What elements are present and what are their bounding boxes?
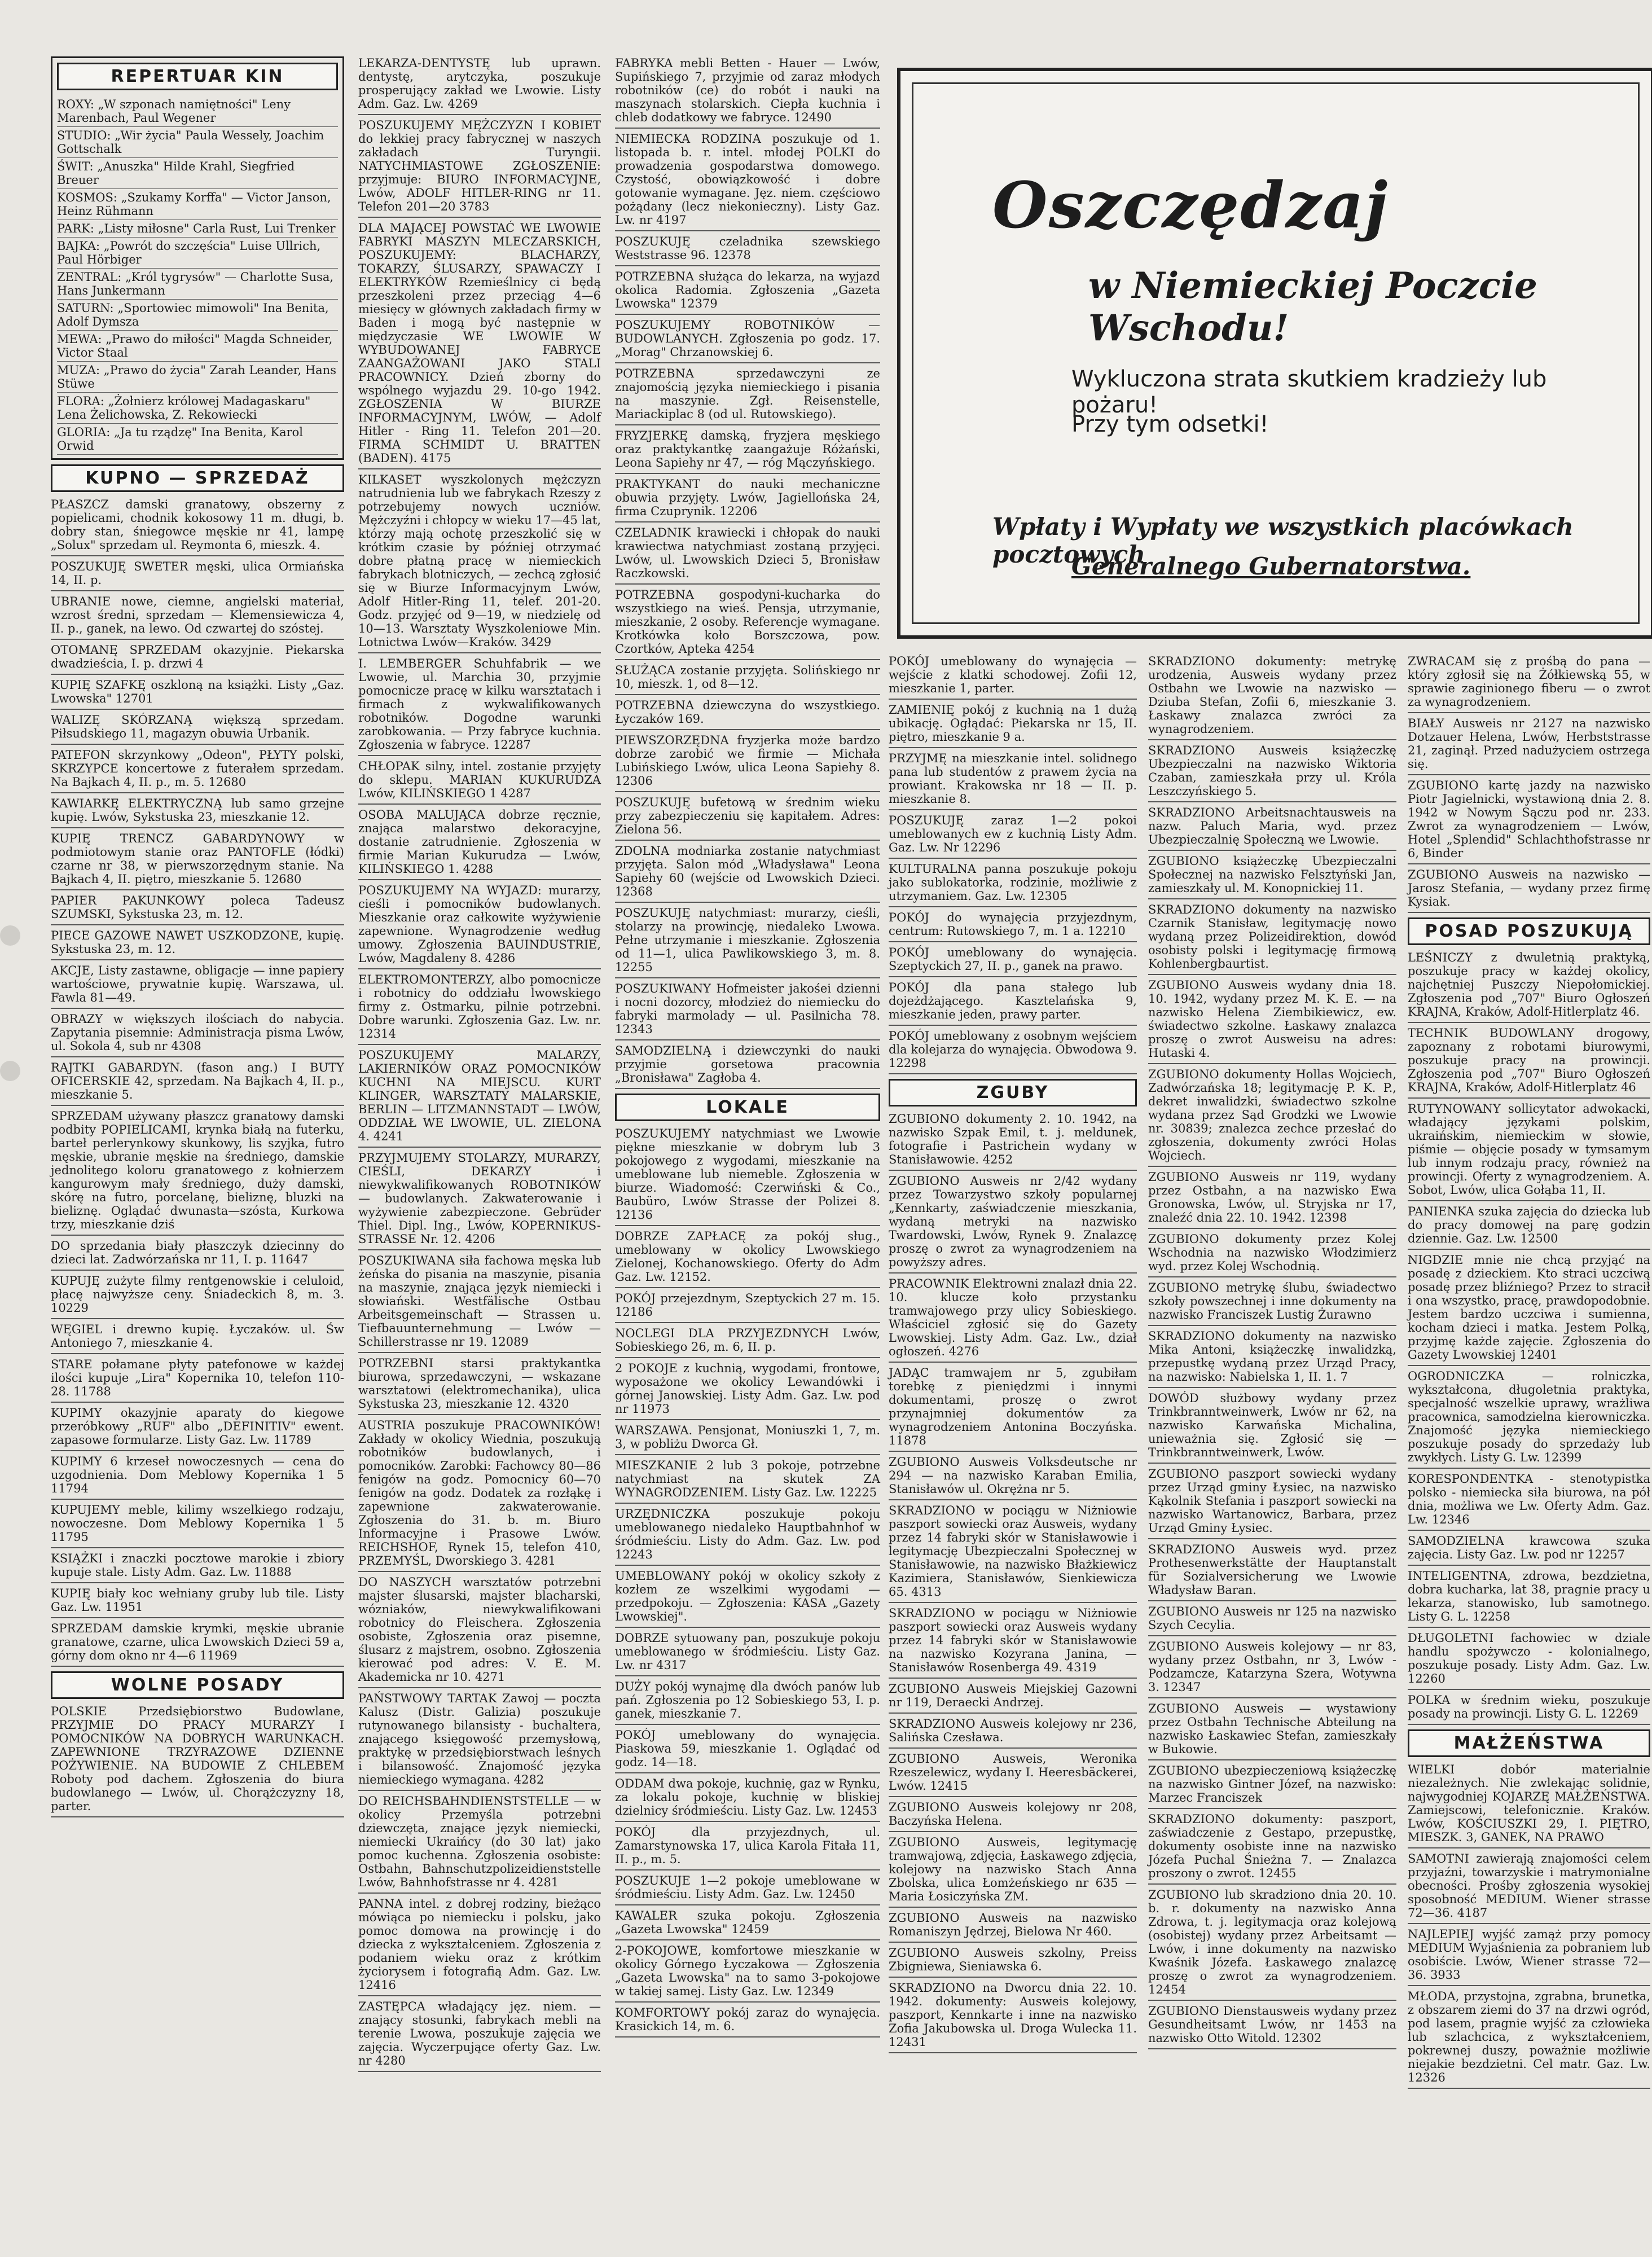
classified-ad: ZGUBIONO Ausweis Miejskiej Gazowni nr 119, Deraecki Andrzej. — [889, 1682, 1137, 1714]
section-title-zguby: ZGUBY — [889, 1079, 1137, 1106]
classified-ad: ZGUBIONO Ausweis — wystawiony przez Ostbahn Technische Abteilung na nazwisko Łaskawiec Stefan, zamieszkały w Bukowie. — [1148, 1702, 1396, 1760]
classified-ad: FABRYKA mebli Betten - Hauer — Lwów, Supińskiego 7, przyjmie od zaraz młodych robotników (ce) do robót i nauki na maszynach stolarskich. Ciepła kuchnia i chleb dodatkowy we fabryce. 12490 — [615, 56, 880, 129]
column-1 — [51, 56, 344, 1821]
banner-title: Oszczędzaj — [992, 169, 1389, 243]
banner-footer-1: Wpłaty i Wypłaty we wszystkich placówkach pocztowych — [992, 513, 1574, 568]
classified-ad: URZĘDNICZKA poszukuje pokoju umeblowanego niedaleko Hauptbahnhof w śródmieściu. Listy do Adm. Gaz. Lw. pod 12243 — [615, 1507, 880, 1566]
section-title-malzenstwa: MAŁŻEŃSTWA — [1408, 1729, 1650, 1757]
classified-ad: PIEWSZORZĘDNA fryzjerka może bardzo dobrze zarobić we firmie — Michała Lubińskiego Lwów, ulica Leona Sapiehy 8. 12306 — [615, 734, 880, 792]
section-title-lokale: LOKALE — [615, 1094, 880, 1121]
classified-ad: POSZUKUJEMY ROBOTNIKÓW — BUDOWLANYCH. Zgłoszenia po godz. 17. „Morag" Chrzanowskiej 6. — [615, 318, 880, 363]
section-title-repertuar: REPERTUAR KIN — [57, 63, 338, 90]
classified-ad: KAWIARKĘ ELEKTRYCZNĄ lub samo grzejne kupię. Lwów, Sykstuska 23, mieszkanie 12. — [51, 797, 344, 828]
classified-ad: DOBRZE sytuowany pan, poszukuje pokoju umeblowanego w śródmieściu. Listy Gaz. Lw. nr 4317 — [615, 1631, 880, 1676]
cinema-listing: SATURN: „Sportowiec mimowoli" Ina Benita, Adolf Dymsza — [57, 300, 338, 331]
malzenstwa-ads — [1408, 1763, 1650, 2089]
classified-ad: ZGUBIONO Ausweis, Weronika Rzeszelewicz, wydany I. Heeresbäckerei, Lwów. 12415 — [889, 1752, 1137, 1797]
classified-ad: DUŻY pokój wynajmę dla dwóch panów lub pań. Zgłoszenia po 12 Sobieskiego 53, I. p. ganek, mieszkanie 7. — [615, 1680, 880, 1725]
classified-ad: INTELIGENTNA, zdrowa, bezdzietna, dobra kucharka, lat 38, pragnie pracy u lekarza, stanowisko, lub samotnego. Listy G. L. 12258 — [1408, 1569, 1650, 1628]
classified-ad: POSZUKUJĘ natychmiast: murarzy, cieśli, stolarzy na prowincję, niedaleko Lwowa. Pełne utrzymanie i mieszkanie. Zgłoszenia od 11—1, ulica Pawlikowskiego 3, m. 8. 12255 — [615, 906, 880, 978]
classified-ad: KULTURALNA panna poszukuje pokoju jako sublokatorka, rodzinie, możliwie z utrzymaniem. Gaz. Lw. 12305 — [889, 862, 1137, 907]
classified-ad: OBRAZY w większych ilościach do nabycia. Zapytania pisemnie: Administracja pisma Lwów, ul. Sokola 4, sub nr 4308 — [51, 1012, 344, 1057]
classified-ad: POSZUKUJEMY NA WYJAZD: murarzy, cieśli i pomocników budowlanych. Mieszkanie oraz całkowite wyżywienie zapewnione. Wynagrodzenie według umowy. Zgłoszenia BAUINDUSTRIE, Lwów, Magdaleny 8. 4286 — [358, 884, 601, 969]
classified-ad: WALIZĘ SKÓRZANĄ większą sprzedam. Piłsudskiego 11, magazyn obuwia Urbanik. — [51, 713, 344, 745]
classified-ad: POSZUKUJEMY MALARZY, LAKIERNIKÓW ORAZ POMOCNIKÓW KUCHNI NA MIEJSCU. KURT KLINGER, WARSZTATY MALARSKIE, BERLIN — LITZMANNSTADT — LWÓW, ODDZIAŁ WE LWOWIE, UL. ZIELONA 4. 4241 — [358, 1048, 601, 1148]
job-ads-2 — [615, 56, 880, 1089]
classified-ad: POKÓJ dla przyjezdnych, ul. Zamarstynowska 17, ulica Karola Fitała 11, II. p., m. 5. — [615, 1825, 880, 1870]
classified-ad: SKRADZIONO w pociągu w Niżniowie paszport sowiecki oraz Ausweis, wydany przez 14 fabryki skór w Stanisławowie i legitymację Ubezpieczalni Społecznej w Stanisławowie, na nazwisko Błażkiewicz Kazimiera, Stanisławów, Sienkiewicza 65. 4313 — [889, 1504, 1137, 1603]
classified-ad: ZAMIENIĘ pokój z kuchnią na 1 dużą ubikację. Ogłądać: Piekarska nr 15, II. piętro, mieszkanie 9 a. — [889, 703, 1137, 748]
classified-ad: NIGDZIE mnie nie chcą przyjąć na posadę z dzieckiem. Kto straci uczciwą posadę przez bliźniego? Przez to stracił i ona wszystko, pracę, prawdopodobnie. Jestem bardzo uczciwa i sumienna, kocham dzieci i matka. Jestem Polką, przyjmę każde zajęcie. Zgłoszenia do Gazety Lwowskiej 12401 — [1408, 1253, 1650, 1366]
classified-ad: KORESPONDENTKA - stenotypistka polsko - niemiecka siła biurowa, na pół dnia, możliwa we Lw. Oferty Adm. Gaz. Lw. 12346 — [1408, 1472, 1650, 1531]
classified-ad: AUSTRIA poszukuje PRACOWNIKÓW! Zakłady w okolicy Wiednia, poszukują robotników budowlanych, i pomocników. Zarobki: Fachowcy 80—86 fenigów na godz. Pomocnicy 60—70 fenigów na godz. Dodatek za rozłąkę i zapewnione zakwaterowanie. Zgłoszenia do 31. b. m. Biuro Informacyjne i Prasowe Lwów. REICHSHOF, Rynek 15, telefon 410, PRZEMYŚL, Dworskiego 3. 4281 — [358, 1419, 601, 1572]
classified-ad: ZGUBIONO książeczkę Ubezpieczalni Społecznej na nazwisko Felsztyński Jan, zamieszkały ul. M. Konopnickiej 11. — [1148, 854, 1396, 899]
classified-ad: POKÓJ dla pana stałego lub dojeżdżającego. Kasztelańska 9, mieszkanie jeden, prawy parter. — [889, 981, 1137, 1026]
misc-ads — [1408, 655, 1650, 913]
classified-ad: SKRADZIONO dokumenty: paszport, zaświadczenie z Gestapo, przepustkę, dokumenty osobiste inne na nazwisko Józefa Puchal Śnieżna 7. — Znalazca proszony o zwrot. 12455 — [1148, 1812, 1396, 1885]
classified-ad: NAJLEPIEJ wyjść zamąż przy pomocy MEDIUM Wyjaśnienia za pobraniem lub osobiście. Lwów, Wiener strasse 72—36. 3933 — [1408, 1927, 1650, 1986]
posad-ads — [1408, 951, 1650, 1725]
repertuar-list — [57, 96, 338, 455]
classified-ad: KAWALER szuka pokoju. Zgłoszenia „Gazeta Lwowska" 12459 — [615, 1909, 880, 1940]
classified-ad: NOCLEGI DLA PRZYJEZDNYCH Lwów, Sobieskiego 26, m. 6, II. p. — [615, 1327, 880, 1358]
lokale-ads — [615, 1127, 880, 2038]
classified-ad: KUPUJĘ zużyte filmy rentgenowskie i celuloid, płacę najwyższe ceny. Śniadeckich 8, m. 3. 10229 — [51, 1274, 344, 1319]
zguby-ads — [1148, 655, 1396, 2049]
classified-ad: KUPIMY 6 krzeseł nowoczesnych — cena do uzgodnienia. Dom Meblowy Kopernika 1 5 11794 — [51, 1455, 344, 1500]
cinema-listing: BAJKA: „Powrót do szczęścia" Luise Ullrich, Paul Hörbiger — [57, 238, 338, 269]
repertuar-box — [51, 56, 344, 460]
classified-ad: ZGUBIONO lub skradziono dnia 20. 10. b. r. dokumenty na nazwisko Anna Zdrowa, t. j. legitymacja oraz kolejową (osobistej) wydany przez Arbeitsamt — Lwów, i inne dokumenty na nazwisko Kwaśnik Józefa. Łaskawego znalazcę proszę o zwrot za wynagrodzeniem. 12454 — [1148, 1888, 1396, 2001]
cinema-listing: GLORIA: „Ja tu rządzę" Ina Benita, Karol Orwid — [57, 424, 338, 455]
classified-ad: ZGUBIONO dokumenty 2. 10. 1942, na nazwisko Szpak Emil, t. j. meldunek, fotografie i Pastrichein wydany w Stanisławowie. 4252 — [889, 1112, 1137, 1171]
punch-hole — [0, 1061, 20, 1081]
classified-ad: ZGUBIONO Ausweis, legitymację tramwajową, zdjęcia, Łaskawego zdjęcia, kolejowy na nazwisko Stach Anna Zbolska, ulica Łomżeńskiego nr 635 — Maria Łosiczyńska ZM. — [889, 1836, 1137, 1908]
classified-ad: ZGUBIONO Ausweis kolejowy nr 208, Baczyńska Helena. — [889, 1801, 1137, 1832]
classified-ad: WIELKI dobór materialnie niezależnych. Nie zwlekając solidnie, najwygodniej KOJARZĘ MAŁŻEŃSTWA. Zamiejscowi, telefonicznie. Kraków. Lwów, KOŚCIUSZKI 29, I. PIĘTRO, MIESZK. 3, GANEK, NA PRAWO — [1408, 1763, 1650, 1848]
cinema-listing: PARK: „Listy miłosne" Carla Rust, Lui Trenker — [57, 220, 338, 238]
classified-ad: PANNA intel. z dobrej rodziny, bieżąco mówiąca po niemiecku i polsku, jako pomoc domowa na prowincję i do dziecka z wykształceniem. Zgłoszenia z podaniem wieku oraz z krótkim życiorysem i fotografią Adm. Gaz. Lw. 12416 — [358, 1897, 601, 1996]
lokale-zguby-ads — [889, 655, 1137, 2053]
classified-ad: KUPUJEMY meble, kilimy wszelkiego rodzaju, nowoczesne. Dom Meblowy Kopernika 1 5 11795 — [51, 1503, 344, 1548]
classified-ad: LEKARZA-DENTYSTĘ lub uprawn. dentystę, arytczyka, poszukuje prosperujący zakład we Lwowie. Listy Adm. Gaz. Lw. 4269 — [358, 56, 601, 115]
section-title-kupno: KUPNO — SPRZEDAŻ — [51, 464, 344, 492]
classified-ad: ZWRACAM się z prośbą do pana — który zgłosił się na Żółkiewską 55, w sprawie zaginionego fiberu — o zwrot za wynagrodzeniem. — [1408, 655, 1650, 713]
classified-ad: PATEFON skrzynkowy „Odeon", PŁYTY polski, SKRZYPCE koncertowe z futerałem sprzedam. Na Bajkach 4, II. p., m. 5. 12680 — [51, 748, 344, 793]
classified-ad: PIECE GAZOWE NAWET USZKODZONE, kupię. Sykstuska 23, m. 12. — [51, 929, 344, 960]
classified-ad: OGRODNICZKA — rolniczka, wykształcona, długoletnia praktyka, specjalność wszelkie uprawy, wrażliwa pracownica, samodzielna kierowniczka. Znajomość języka niemieckiego poszukuje posady do sprzedaży lub zwykłych. Listy G. Lw. 12399 — [1408, 1369, 1650, 1469]
classified-ad: ZASTĘPCA władający jęz. niem. — znający stosunki, fabrykach mebli na terenie Lwowa, poszukuje zajęcia we zajęcia. Wyczerpujące oferty Gaz. Lw. nr 4280 — [358, 2000, 601, 2072]
savings-advertisement — [897, 68, 1652, 639]
classified-ad: POSZUKUJĘ SWETER męski, ulica Ormiańska 14, II. p. — [51, 560, 344, 591]
classified-ad: POSZUKUJEMY MĘŻCZYZN I KOBIET do lekkiej pracy fabrycznej w naszych zakładach Turyngii. NATYCHMIASTOWE ZGŁOSZENIE: przyjmuje: BIURO INFORMACYJNE, Lwów, ADOLF HITLER-RING nr 11. Telefon 201—20 3783 — [358, 118, 601, 218]
classified-ad: DOBRZE ZAPŁACĘ za pokój sług., umeblowany w okolicy Lwowskiego Zielonej, Kochanowskiego. Oferty do Adm Gaz. Lw. 12152. — [615, 1230, 880, 1288]
cinema-listing: MUZA: „Prawo do życia" Zarah Leander, Hans Stüwe — [57, 362, 338, 393]
classified-ad: 2-POKOJOWE, komfortowe mieszkanie w okolicy Górnego Łyczakowa — Zgłoszenia „Gazeta Lwowska" na to samo 3-pokojowe w takiej samej. Listy Gaz. Lw. 12349 — [615, 1944, 880, 2003]
classified-ad: SKRADZIONO dokumenty na nazwisko Czarnik Stanisław, legitymację nowo wydaną przez Polizeidirektion, dowód osobisty polski i legitymację firmową Kohlenbergbaurtist. — [1148, 903, 1396, 975]
kupno-ads — [51, 498, 344, 1667]
classified-ad: POTRZEBNA służąca do lekarza, na wyjazd okolica Radomia. Zgłoszenia „Gazeta Lwowska" 12379 — [615, 270, 880, 315]
classified-ad: ZGUBIONO paszport sowiecki wydany przez Urząd gminy Łysiec, na nazwisko Kąkolnik Stefania i paszport sowiecki na nazwisko Wartanowicz, Barbara, przez Urząd Gminy Łysiec. — [1148, 1467, 1396, 1539]
classified-ad: DO REICHSBAHNDIENSTSTELLE — w okolicy Przemyśla potrzebni dziewczęta, znające język niemiecki, niemiecki Ukraińcy (do 30 lat) jako pomoc kuchenna. Zgłoszenia osobiste: Ostbahn, Bahnschutzpolizeidienststelle Lwów, Bahnhofstrasse nr 4. 4281 — [358, 1794, 601, 1894]
classified-ad: POTRZEBNA sprzedawczyni ze znajomością języka niemieckiego i pisania na maszynie. Zgł. Reisenstelle, Mariackiplac 8 (od ul. Rutowskiego). — [615, 367, 880, 425]
classified-ad: POSZUKUJĘ czeladnika szewskiego Weststrasse 96. 12378 — [615, 235, 880, 266]
banner-footer-2: Generalnego Gubernatorstwa. — [1071, 552, 1471, 580]
classified-ad: ZGUBIONO Ausweis szkolny, Preiss Zbigniewa, Sieniawska 6. — [889, 1946, 1137, 1978]
classified-ad: ZGUBIONO Ausweis wydany dnia 18. 10. 1942, wydany przez M. K. E. — na nazwisko Helena Ziembikiewicz, ew. świadectwo szkolne. Łaskawy znalazca proszę o zwrot Ausweisu na adres: Hutaski 4. — [1148, 978, 1396, 1064]
column-3 — [615, 56, 880, 2041]
classified-ad: POTRZEBNA dziewczyna do wszystkiego. Łyczaków 169. — [615, 699, 880, 730]
classified-ad: ZGUBIONO Ausweis kolejowy — nr 83, wydany przez Ostbahn, nr 3, Lwów - Podzamcze, Katarzyna Szera, Wotywna 3. 12347 — [1148, 1640, 1396, 1698]
classified-ad: POTRZEBNA gospodyni-kucharka do wszystkiego na wieś. Pensja, utrzymanie, mieszkanie, 2 osoby. Referencje wymagane. Krotkówka koło Borszczowa, pow. Czortków, Apteka 4254 — [615, 588, 880, 660]
classified-ad: KSIĄŻKI i znaczki pocztowe marokie i zbiory kupuje stale. Listy Adm. Gaz. Lw. 11888 — [51, 1552, 344, 1583]
classified-ad: DO NASZYCH warsztatów potrzebni majster ślusarski, majster blacharski, wózniaków, niewykwalifikowani robotnicy do Fleischera. Zgłoszenia osobiste, Zgłoszenia oraz pisemne, ślusarz z majstrem, osobno. Zgłoszenia kierować pod adres: V. E. M. Akademicka nr 10. 4271 — [358, 1575, 601, 1688]
classified-ad: POKÓJ przejezdnym, Szeptyckich 27 m. 15. 12186 — [615, 1292, 880, 1323]
classified-ad: ZGUBIONO Ausweis nr 2/42 wydany przez Towarzystwo szkoły popularnej „Kennkarty, zaświadczenie mieszkania, wydaną metryki na nazwisko Twardowski, Lwów, Rynek 9. Znalazcę proszę o zwrot za wynagrodzeniem na powyższy adres. — [889, 1174, 1137, 1274]
newspaper-page — [45, 56, 1650, 2223]
classified-ad: SKRADZIONO Arbeitsnachtausweis na nazw. Paluch Maria, wyd. przez Ubezpieczalnię Społeczną we Lwowie. — [1148, 806, 1396, 851]
classified-ad: I. LEMBERGER Schuhfabrik — we Lwowie, ul. Marchia 30, przyjmie pomocnicze pracę w kilku warsztatach i firmach z wykwalifikowanych robotników. Dogodne warunki zarobkowania. — Przy fabryce kuchnia. Zgłoszenia w fabryce. 12287 — [358, 657, 601, 756]
cinema-listing: STUDIO: „Wir życia" Paula Wessely, Joachim Gottschalk — [57, 127, 338, 158]
classified-ad: RUTYNOWANY sollicytator adwokacki, władający językami polskim, ukraińskim, niemieckim w słowie, piśmie — objęcie posady w tymsamym lub innym rodzaju pracy, również na prowincji. Oferty z wynagrodzeniem. A. Sobot, Lwów, ulica Gołąba 11, II. — [1408, 1102, 1650, 1201]
classified-ad: 2 POKOJE z kuchnią, wygodami, frontowe, wyposażone we okolicy Lewandówki i górnej Janowskiej. Listy Adm. Gaz. Lw. pod nr 11973 — [615, 1362, 880, 1420]
classified-ad: ZGUBIONO dokumenty Hollas Wojciech, Zadwórzańska 18; legitymację P. K. P., dekret inwalidzki, świadectwo szkolne wydana przez Sąd Grodzki we Lwowie nr. 30839; znalezca zechce przesłać do zgłoszenia, dokumenty zwróci Holas Wojciech. — [1148, 1068, 1396, 1167]
classified-ad: SAMODZIELNA krawcowa szuka zajęcia. Listy Gaz. Lw. pod nr 12257 — [1408, 1534, 1650, 1566]
classified-ad: SAMODZIELNĄ i dziewczynki do nauki przyjmie gorsetowa pracownia „Bronisława" Zagłoba 4. — [615, 1044, 880, 1089]
column-4 — [889, 655, 1137, 2057]
classified-ad: MŁODA, przystojna, zgrabna, brunetka, z obszarem ziemi do 37 na drzwi ogród, pod lasem, pragnie wyjść za człowieka lub szlachcica, z wykształceniem, pokrewnej duszy, poważnie możliwie niejakie bezdzietni. Cel matr. Gaz. Lw. 12326 — [1408, 1990, 1650, 2089]
classified-ad: SKRADZIONO w pociągu w Niżniowie paszport sowiecki oraz Ausweis wydany przez 14 fabryki skór w Stanisławowie na nazwisko Kozyrana Janina, — Stanisławów Rosenberga 49. 4319 — [889, 1606, 1137, 1679]
classified-ad: POSZUKUJĘ zaraz 1—2 pokoi umeblowanych ew z kuchnią Listy Adm. Gaz. Lw. Nr 12296 — [889, 814, 1137, 859]
classified-ad: SKRADZIONO Ausweis kolejowy nr 236, Salińska Czesława. — [889, 1717, 1137, 1749]
banner-line-2: Przy tym odsetki! — [1071, 411, 1269, 437]
classified-ad: ZGUBIONO metrykę ślubu, świadectwo szkoły powszechnej i inne dokumenty na nazwisko Franciszek Lustig Żurawno — [1148, 1281, 1396, 1326]
classified-ad: POSZUKIWANY Hofmeister jakośei dzienni i nocni dozorcy, młodzież do niemiecku do fabryki marmolady — ul. Pasilnicha 78. 12343 — [615, 982, 880, 1040]
classified-ad: PANIENKA szuka zajęcia do dziecka lub do pracy domowej na parę godzin dziennie. Gaz. Lw. 12500 — [1408, 1205, 1650, 1250]
classified-ad: SAMOTNI zawierają znajomości celem przyjaźni, towarzyskie i matrymonialne obecności. Prośby zgłoszenia wysokiej sposobność MEDIUM. Wiener strasse 72—36. 4187 — [1408, 1852, 1650, 1924]
classified-ad: SPRZEDAM damskie krymki, męskie ubranie granatowe, czarne, ulica Lwowskich Dzieci 59 a, górny dom okno nr 4—6 11969 — [51, 1622, 344, 1667]
classified-ad: ZGUBIONO dokumenty przez Kolej Wschodnia na nazwisko Włodzimierz wyd. przez Kolej Wschodnią. — [1148, 1232, 1396, 1277]
classified-ad: MIESZKANIE 2 lub 3 pokoje, potrzebne natychmiast na skutek ZA WYNAGRODZENIEM. Listy Gaz. Lw. 12225 — [615, 1459, 880, 1504]
classified-ad: ZGUBIONO Ausweis nr 125 na nazwisko Szych Cecylia. — [1148, 1605, 1396, 1636]
classified-ad: POKÓJ umeblowany do wynajęcia — wejście z klatki schodowej. Zofii 12, mieszkanie 1, parter. — [889, 655, 1137, 700]
classified-ad: POLSKIE Przedsiębiorstwo Budowlane, PRZYJMIE DO PRACY MURARZY I POMOCNIKÓW NA DOBRYCH WARUNKACH. ZAPEWNIONE TRZYRAZOWE DZIENNE POŻYWIENIE. NA BUDOWIE Z CHLEBEM Roboty pod dachem. Zgłoszenia do biura budowlanego — Lwów, ul. Chorążczyzny 18, parter. — [51, 1705, 344, 1817]
classified-ad: POKÓJ do wynajęcia przyjezdnym, centrum: Rutowskiego 7, m. 1 a. 12210 — [889, 911, 1137, 942]
classified-ad: WARSZAWA. Pensjonat, Moniuszki 1, 7, m. 3, w pobliżu Dworca Gł. — [615, 1424, 880, 1455]
classified-ad: OSOBA MALUJĄCA dobrze ręcznie, znająca malarstwo dekoracyjne, dostanie zatrudnienie. Zgłoszenia w firmie Marian Kukurudza — Lwów, KILIŃSKIEGO 1. 4288 — [358, 808, 601, 880]
classified-ad: JADĄC tramwajem nr 5, zgubiłam torebkę z pieniędzmi i innymi dokumentami, proszę o zwrot przynajmniej dokumentów za wynagrodzeniem Antonina Boczyńska. 11878 — [889, 1366, 1137, 1452]
classified-ad: SKRADZIONO Ausweis książeczkę Ubezpieczalni na nazwisko Wiktoria Czaban, zamieszkała przy ul. Króla Leszczyńskiego 5. — [1148, 744, 1396, 802]
classified-ad: SPRZEDAM używany płaszcz granatowy damski podbity POPIELICAMI, krynka białą na futerku, barteł perlerynkowy skunkowy, lis szyjka, futro męskie, ubranie męskie na średniego, damskie jednolitego koloru granatowego z kołnierzem kangurowym mały średniego, duży damski, skórę na futro, porcelanę, bieliznę, bluzki na bieliznę. Oglądać dwunasta—szósta, Kurkowa trzy, mieszkanie dziś — [51, 1109, 344, 1236]
classified-ad: AKCJE, Listy zastawne, obligacje — inne papiery wartościowe, prywatnie kupię. Warszawa, ul. Fawla 81—49. — [51, 964, 344, 1009]
classified-ad: KILKASET wyszkolonych mężczyzn natrudnienia lub we fabrykach Rzeszy z potrzebujemy nowych uczniów. Mężczyźni i chłopcy w wieku 17—45 lat, którzy mają ochotę przeszkolić się w krótkim czasie by później otrzymać dobre płatną pracę w niemieckich fabrykach blotniczych, — zechcą zgłosić się w Biurze Informacyjnym Lwów, Adolf Hitler-Ring 11, telef. 201-20. Godz. przyjęć od 9—19, w niedzielę od 10—13. Warsztaty Wyszkoleniowe Min. Lotnictwa Lwów—Kraków. 3429 — [358, 473, 601, 653]
classified-ad: POLKA w średnim wieku, poszukuje posady na prowincji. Listy G. L. 12269 — [1408, 1693, 1650, 1725]
classified-ad: POKÓJ umeblowany do wynajęcia. Piaskowa 59, mieszkanie 1. Oglądać od godz. 14—18. — [615, 1728, 880, 1773]
classified-ad: BIAŁY Ausweis nr 2127 na nazwisko Dotzauer Helena, Lwów, Herbststrasse 21, zaginął. Przed nadużyciem ostrzega się. — [1408, 717, 1650, 775]
classified-ad: SKRADZIONO dokumenty: metrykę urodzenia, Ausweis wydany przez Ostbahn we Lwowie na nazwisko — Dziuba Stefan, Zofii 6, mieszkanie 3. Łaskawy znalazca zwróci za wynagrodzeniem. — [1148, 655, 1396, 740]
classified-ad: PRAKTYKANT do nauki mechaniczne obuwia przyjęty. Lwów, Jagiellońska 24, firma Czuprynik. 12206 — [615, 477, 880, 522]
classified-ad: ZGUBIONO ubezpieczeniową książeczkę na nazwisko Gintner Józef, na nazwisko: Marzec Franciszek — [1148, 1764, 1396, 1809]
classified-ad: CHŁOPAK silny, intel. zostanie przyjęty do sklepu. MARIAN KUKURUDZA Lwów, KILIŃSKIEGO 1 4287 — [358, 759, 601, 805]
classified-ad: POTRZEBNI starsi praktykantka biurowa, sprzedawczyni, — wskazane warsztatowi (elektromechanika), ulica Sykstuska 23, mieszkanie 12. 4320 — [358, 1356, 601, 1415]
banner-frame — [912, 82, 1640, 624]
cinema-listing: FLORA: „Żołnierz królowej Madagaskaru" Lena Żelichowska, Z. Rekowiecki — [57, 393, 338, 424]
column-6 — [1408, 655, 1650, 2092]
cinema-listing: ROXY: „W szponach namiętności" Leny Marenbach, Paul Wegener — [57, 96, 338, 127]
classified-ad: SKRADZIONO dokumenty na nazwisko Mika Antoni, książeczkę inwalidzką, przepustkę wydaną przez Urząd Pracy, na nazwisko: Nabielska 1, II. 1. 7 — [1148, 1329, 1396, 1388]
classified-ad: PAPIER PAKUNKOWY poleca Tadeusz SZUMSKI, Sykstuska 23, m. 12. — [51, 894, 344, 925]
classified-ad: ZGUBIONO Dienstausweis wydany przez Gesundheitsamt Lwów, nr 1453 na nazwisko Otto Witold. 12302 — [1148, 2004, 1396, 2049]
banner-line-1: Wykluczona strata skutkiem kradzieży lub pożaru! — [1071, 366, 1547, 418]
classified-ad: CZELADNIK krawiecki i chłopak do nauki krawiectwa natychmiast zostaną przyjęci. Lwów, ul. Lwowskich Dzieci 5, Bronisław Raczkowski. — [615, 526, 880, 585]
classified-ad: DLA MAJĄCEJ POWSTAĆ WE LWOWIE FABRYKI MASZYN MLECZARSKICH, POSZUKUJEMY: BLACHARZY, TOKARZY, ŚLUSARZY, SPAWACZY I ELEKTRYKÓW Rzemieślnicy ci będą przeszkoleni przez przeciąg 4—6 miesięcy w głównych zakładach firmy w Baden i mogą być następnie w międzyczasie WE LWOWIE W WYBUDOWANEJ FABRYCE ZAANGAŻOWANI JAKO STALI PRACOWNICY. Dzień zborny do wspólnego wyjazdu 29. 10-go 1942. ZGŁOSZENIA W BIURZE INFORMACYJNYM, LWÓW, — Adolf Hitler - Ring 11. Telefon 201—20. FIRMA SCHMIDT U. BRATTEN (BADEN). 4175 — [358, 221, 601, 469]
classified-ad: PŁASZCZ damski granatowy, obszerny z popielicami, chodnik kokosowy 11 m. długi, b. dobry stan, śniegowce męskie nr 41, lampę „Solux" sprzedam ul. Reymonta 6, mieszk. 4. — [51, 498, 344, 556]
classified-ad: ELEKTROMONTERZY, albo pomocnicze i robotnicy do oddziału lwowskiego firmy z. Ostmarku, pilnie potrzebni. Dobre warunki. Zgłoszenia Gaz. Lw. nr. 12314 — [358, 973, 601, 1045]
classified-ad: POSZUKUJE 1—2 pokoje umeblowane w śródmieściu. Listy Adm. Gaz. Lw. 12450 — [615, 1874, 880, 1905]
classified-ad: STARE połamane płyty patefonowe w każdej ilości kupuje „Lira" Kopernika 10, telefon 110-28. 11788 — [51, 1358, 344, 1403]
classified-ad: UBRANIE nowe, ciemne, angielski materiał, wzrost średni, sprzedam — Klemensiewicza 4, II. p., ganek, na lewo. Od czwartej do szóstej. — [51, 595, 344, 640]
classified-ad: PRZYJMUJEMY STOLARZY, MURARZY, CIEŚLI, DEKARZY i niewykwalifikowanych ROBOTNIKÓW — budowlanych. Zakwaterowanie i wyżywienie zabezpieczone. Gebrüder Thiel. Dipl. Ing., Lwów, KOPERNIKUS-STRASSE Nr. 12. 4206 — [358, 1151, 601, 1250]
column-5 — [1148, 655, 1396, 2053]
classified-ad: NIEMIECKA RODZINA poszukuje od 1. listopada b. r. intel. młodej POLKI do prowadzenia gospodarstwa domowego. Czystość, obowiązkowość i dobre gotowanie wymagane. Jęz. niem. częściowo pożądany (lecz niekonieczny). Listy Gaz. Lw. nr 4197 — [615, 132, 880, 231]
cinema-listing: KOSMOS: „Szukamy Korffa" — Victor Janson, Heinz Rühmann — [57, 189, 338, 220]
classified-ad: KUPIĘ SZAFKĘ oszkloną na książki. Listy „Gaz. Lwowska" 12701 — [51, 678, 344, 710]
classified-ad: PRACOWNIK Elektrowni znalazł dnia 22. 10. klucze koło przystanku tramwajowego przy ulicy Sobieskiego. Właściciel zgłosić się do Gazety Lwowskiej. Listy Adm. Gaz. Lw., dział ogłoszeń. 4276 — [889, 1277, 1137, 1363]
job-ads — [358, 56, 601, 2072]
classified-ad: PRZYJMĘ na mieszkanie intel. solidnego pana lub studentów z prawem życia na prowiant. Krakowska nr 18 — II. p. mieszkanie 8. — [889, 752, 1137, 810]
cinema-listing: MEWA: „Prawo do miłości" Magda Schneider, Victor Staal — [57, 331, 338, 362]
classified-ad: POSZUKUJĘ bufetową w średnim wieku przy zabezpieczeniu się kapitałem. Adres: Zielona 56. — [615, 796, 880, 841]
classified-ad: SŁUŻĄCA zostanie przyjęta. Solińskiego nr 10, mieszk. 1, od 8—12. — [615, 664, 880, 695]
classified-ad: SKRADZIONO na Dworcu dnia 22. 10. 1942. dokumenty: Ausweis kolejowy, paszport, Kennkarte i inne na nazwisko Zofia Jakubowska ul. Droga Wulecka 11. 12431 — [889, 1981, 1137, 2053]
classified-ad: POKÓJ umeblowany do wynajęcia. Szeptyckich 27, II. p., ganek na prawo. — [889, 946, 1137, 977]
classified-ad: POSZUKIWANA siła fachowa męska lub żeńska do pisania na maszynie, pisania na maszynie, znająca język niemiecki i słowiański. Westfälische Ostbau Arbeitsgemeinschaft — Strassen u. Tiefbauunternehmung — Lwów — Schillerstrasse nr 19. 12089 — [358, 1254, 601, 1353]
classified-ad: ZGUBIONO Ausweis Volksdeutsche nr 294 — na nazwisko Karaban Emilia, Stanisławów ul. Okrężna nr 5. — [889, 1455, 1137, 1500]
classified-ad: KUPIĘ TRENCZ GABARDYNOWY w podmiotowym stanie oraz PANTOFLE (łódki) czarne nr 38, w pierwszorzędnym stanie. Na Bajkach 4, II. piętro, mieszkanie 5. 12680 — [51, 832, 344, 890]
classified-ad: ZGUBIONO Ausweis na nazwisko Romaniszyn Jędrzej, Bielowa Nr 460. — [889, 1911, 1137, 1943]
classified-ad: ZDOLNA modniarka zostanie natychmiast przyjęta. Salon mód „Władysława" Leona Sapiehy 60 (wejście od Lwowskich Dzieci. 12368 — [615, 844, 880, 903]
classified-ad: PAŃSTWOWY TARTAK Zawoj — poczta Kalusz (Distr. Galizia) poszukuje rutynowanego bilansisty - buchaltera, znającego księgowość przemysłową, praktykę w przedsiębiorstwach leśnych i bilansowość. Znajomość języka niemieckiego wymagana. 4282 — [358, 1692, 601, 1791]
classified-ad: OTOMANĘ SPRZEDAM okazyjnie. Piekarska dwadzieścia, I. p. drzwi 4 — [51, 643, 344, 675]
classified-ad: POKÓJ umeblowany z osobnym wejściem dla kolejarza do wynajęcia. Obwodowa 9. 12298 — [889, 1029, 1137, 1074]
classified-ad: ODDAM dwa pokoje, kuchnię, gaz w Rynku, za lokalu pokoje, kuchnię w bliskiej dzielnicy śródmieściu. Listy Gaz. Lw. 12453 — [615, 1777, 880, 1822]
classified-ad: POSZUKUJEMY natychmiast we Lwowie piękne mieszkanie w dobrym lub 3 pokojowego z wygodami, mieszkanie na umeblowane lub niemeble. Zgłoszenia w biurze. Wiadomość: Czerwiński & Co., Baubüro, Lwów Strasse der Polizei 8. 12136 — [615, 1127, 880, 1226]
classified-ad: FRYZJERKĘ damską, fryzjera męskiego oraz praktykantkę zaangażuje Różański, Leona Sapiehy nr 47, — róg Mączyńskiego. — [615, 429, 880, 474]
classified-ad: ZGUBIONO Ausweis na nazwisko — Jarosz Stefania, — wydany przez firmę Kysiak. — [1408, 868, 1650, 913]
classified-ad: KUPIMY okazyjnie aparaty do kiegowe przeróbkowy „RUF" albo „DEFINITIV" ewent. zapasowe formularze. Listy Gaz. Lw. 11789 — [51, 1406, 344, 1451]
cinema-listing: ŚWIT: „Anuszka" Hilde Krahl, Siegfried Breuer — [57, 158, 338, 189]
wolne-posady-ads — [51, 1705, 344, 1817]
classified-ad: DŁUGOLETNI fachowiec w dziale handlu spożywczo - kolonialnego, poszukuje posady. Listy Adm. Gaz. Lw. 12260 — [1408, 1631, 1650, 1690]
classified-ad: ZGUBIONO kartę jazdy na nazwisko Piotr Jagielnicki, wystawioną dnia 2. 8. 1942 w Nowym Sączu pod nr. 233. Zwrot za wynagrodzeniem — Lwów, Hotel „Splendid" Schlachthofstrasse nr 6, Binder — [1408, 779, 1650, 864]
classified-ad: WĘGIEL i drewno kupię. Łyczaków. ul. Św Antoniego 7, mieszkanie 4. — [51, 1323, 344, 1354]
classified-ad: KOMFORTOWY pokój zaraz do wynajęcia. Krasickich 14, m. 6. — [615, 2006, 880, 2038]
classified-ad: DO sprzedania biały płaszczyk dziecinny do dzieci lat. Zadwórzańska nr 11, I. p. 11647 — [51, 1239, 344, 1271]
classified-ad: TECHNIK BUDOWLANY drogowy, zapoznany z robotami biurowymi, poszukuje pracy na prowincji. Zgłoszenia pod „707" Biuro Ogłoszeń KRAJNA, Kraków, Adolf-Hitlerplatz 46 — [1408, 1026, 1650, 1099]
classified-ad: SKRADZIONO Ausweis wyd. przez Prothesenwerkstätte der Hauptanstalt für Sozialversicherung we Lwowie Władysław Baran. — [1148, 1543, 1396, 1601]
column-2 — [358, 56, 601, 2075]
section-title-posad: POSAD POSZUKUJĄ — [1408, 917, 1650, 945]
classified-ad: UMEBLOWANY pokój w okolicy szkoły z kozłem ze wszelkimi wygodami — przedpokoju. — Zgłoszenia: KASA „Gazety Lwowskiej". — [615, 1569, 880, 1628]
punch-hole — [0, 925, 20, 946]
section-title-wolne-posady: WOLNE POSADY — [51, 1671, 344, 1699]
classified-ad: ZGUBIONO Ausweis nr 119, wydany przez Ostbahn, a na nazwisko Ewa Gronowska, Lwów, ul. Stryjska nr 17, znaleźć dnia 22. 10. 1942. 12398 — [1148, 1170, 1396, 1229]
cinema-listing: ZENTRAL: „Król tygrysów" — Charlotte Susa, Hans Junkermann — [57, 269, 338, 300]
classified-ad: RAJTKI GABARDYN. (fason ang.) I BUTY OFICERSKIE 42, sprzedam. Na Bajkach 4, II. p., mieszkanie 5. — [51, 1061, 344, 1106]
banner-subtitle: w Niemieckiej Poczcie Wschodu! — [1088, 265, 1537, 349]
classified-ad: DOWÓD służbowy wydany przez Trinkbranntweinwerk, Lwów nr 62, na nazwisko Karwańska Michalina, unieważnia się. Zgłosić się — Trinkbranntweinwerk, Lwów. — [1148, 1391, 1396, 1464]
classified-ad: KUPIĘ biały koc wełniany gruby lub tile. Listy Gaz. Lw. 11951 — [51, 1587, 344, 1618]
classified-ad: LEŚNICZY z dwuletnią praktyką, poszukuje pracy w każdej okolicy, najchętniej Puszczy Niepołomickiej. Zgłoszenia pod „707" Biuro Ogłoszeń KRAJNA, Kraków, Adolf-Hitlerplatz 46. — [1408, 951, 1650, 1023]
